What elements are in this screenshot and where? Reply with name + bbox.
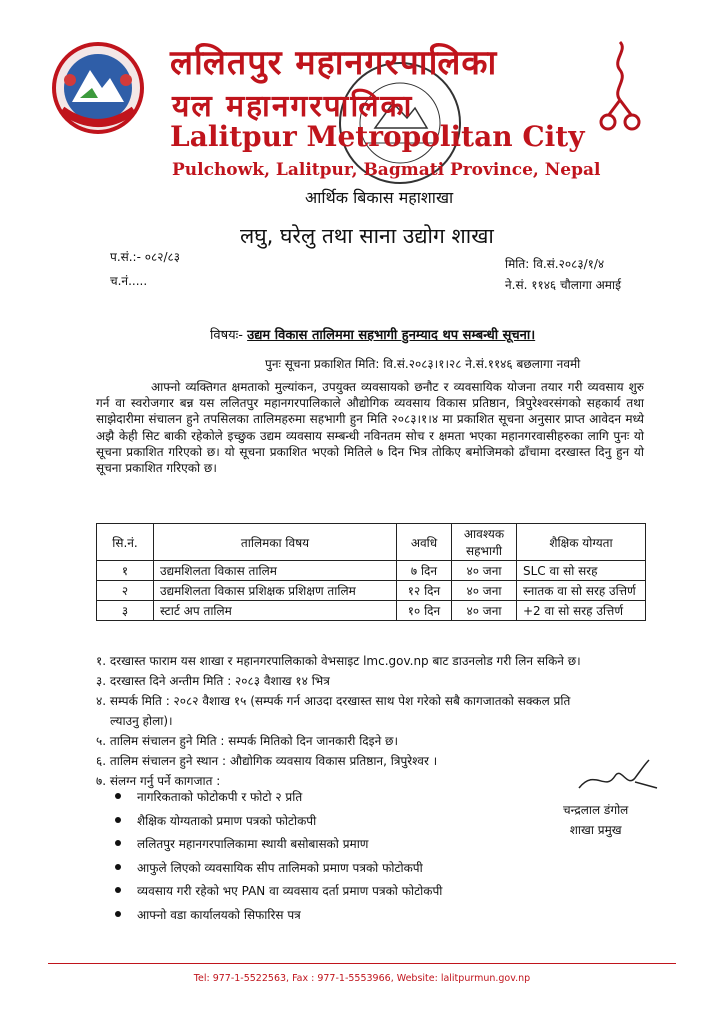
cell-qualification: स्नातक वा सो सरह उत्तिर्ण bbox=[517, 581, 646, 601]
cell-qualification: +2 वा सो सरह उत्तिर्ण bbox=[517, 601, 646, 621]
cell-subject: उद्यमशिलता विकास तालिम bbox=[154, 561, 397, 581]
list-item: नागरिकताको फोटोकपी र फोटो २ प्रति bbox=[115, 788, 442, 812]
cell-serial: १ bbox=[97, 561, 154, 581]
note-item-continued: ल्याउनु होला)। bbox=[110, 714, 173, 728]
subject-text: उद्यम विकास तालिममा सहभागी हुनम्याद थप सम्बन्धी सूचना। bbox=[247, 328, 536, 343]
subject-line bbox=[210, 325, 535, 343]
cell-duration: ७ दिन bbox=[397, 561, 452, 581]
note-item: ३. दरखास्त दिने अन्तीम मिति : २०८३ वैशाख १४ भित्र bbox=[96, 674, 330, 688]
cell-subject: उद्यमशिलता विकास प्रशिक्षक प्रशिक्षण तालिम bbox=[154, 581, 397, 601]
cell-participants: ४० जना bbox=[452, 601, 517, 621]
training-table bbox=[96, 523, 646, 621]
cell-qualification: SLC वा सो सरह bbox=[517, 561, 646, 581]
cell-duration: १० दिन bbox=[397, 601, 452, 621]
date-nepal-sambat: ने.सं. ११४६ चौलागा अमाई bbox=[505, 278, 621, 292]
org-address: Pulchowk, Lalitpur, Bagmati Province, Nepal bbox=[172, 160, 601, 180]
division-name: आर्थिक बिकास महाशाखा bbox=[305, 188, 454, 207]
nepal-emblem-icon bbox=[50, 40, 146, 136]
table-row bbox=[97, 561, 646, 581]
list-item: आफुले लिएको व्यवसायिक सीप तालिमको प्रमाण पत्रको फोटोकपी bbox=[115, 859, 442, 883]
note-item: १. दरखास्त फाराम यस शाखा र महानगरपालिकाको वेभसाइट lmc.gov.np बाट डाउनलोड गरी लिन सकिने छ। bbox=[96, 654, 581, 668]
signatory-name: चन्द्रलाल डंगोल bbox=[563, 803, 629, 817]
notice-body: आफ्नो व्यक्तिगत क्षमताको मुल्यांकन, उपयुक्त व्यवसायको छनौट र व्यवसायिक योजना तयार गरी व्यवसाय शुरु गर्न वा स्वरोजगार बन्न यस ललितपुर महानगरपालिकाले औद्योगिक व्यवसाय विकास प्रतिष्ठान, त्रिपुरेश्वरसंगको सहकार्य तथा साझेदारीमा संचालन हुने तपसिलका तालिमहरुमा सहभागी हुन मिति २०८३।१।४ मा प्रकाशित सूचना अनुसार प्राप्त आवेदन मध्ये अझै केही सिट बाकी रहेकोले इच्छुक उद्यम व्यवसाय सम्बन्धी नविनतम सोच र क्षमता भएका महानगरवासीहरुका लागि पुनः यो सूचना प्रकाशित गरिएको छ। यो सूचना प्रकाशित भएको मितिले ७ दिन भित्र तोकिए बमोजिमको ढाँचामा दरखास्त दिनु हुन यो सूचना प्रकाशित गरिएको छ। bbox=[96, 380, 644, 476]
list-item: शैक्षिक योग्यताको प्रमाण पत्रको फोटोकपी bbox=[115, 812, 442, 836]
cell-subject: स्टार्ट अप तालिम bbox=[154, 601, 397, 621]
table-row bbox=[97, 581, 646, 601]
cell-serial: २ bbox=[97, 581, 154, 601]
note-item: ४. सम्पर्क मिति : २०८२ वैशाख १५ (सम्पर्क गर्न आउदा दरखास्त साथ पेश गरेको सबै कागजातको सक्कल प्रति bbox=[96, 694, 571, 708]
signature bbox=[575, 758, 665, 798]
republish-date: पुनः सूचना प्रकाशित मिति: वि.सं.२०८३।१।२८ ने.सं.११४६ बछलागा नवमी bbox=[265, 357, 581, 371]
cell-participants: ४० जना bbox=[452, 561, 517, 581]
org-name-english: Lalitpur Metropolitan City bbox=[170, 120, 585, 153]
footer-divider bbox=[48, 963, 676, 964]
footer-contact: Tel: 977-1-5522563, Fax : 977-1-5553966, Website: lalitpurmun.gov.np bbox=[193, 973, 531, 984]
org-name-newari: यल महानगरपालिका bbox=[172, 89, 414, 124]
note-item: ५. तालिम संचालन हुने मिति : सम्पर्क मितिको दिन जानकारी दिइने छ। bbox=[96, 734, 398, 748]
section-name: लघु, घरेलु तथा साना उद्योग शाखा bbox=[240, 224, 494, 248]
list-item: आफ्नो वडा कार्यालयको सिफारिस पत्र bbox=[115, 906, 442, 930]
col-subject: तालिमका विषय bbox=[154, 524, 397, 561]
table-row bbox=[97, 601, 646, 621]
org-name-nepali: ललितपुर महानगरपालिका bbox=[170, 43, 498, 83]
list-item: व्यवसाय गरी रहेको भए PAN वा व्यवसाय दर्ता प्रमाण पत्रको फोटोकपी bbox=[115, 882, 442, 906]
cell-participants: ४० जना bbox=[452, 581, 517, 601]
required-documents-list bbox=[115, 788, 442, 929]
note-item: ६. तालिम संचालन हुने स्थान : औद्योगिक व्यवसाय विकास प्रतिष्ठान, त्रिपुरेश्वर । bbox=[96, 754, 438, 768]
temple-bell-icon bbox=[598, 40, 642, 132]
subject-label: विषयः- bbox=[210, 328, 243, 343]
date-vikram: मिति: वि.सं.२०८३/१/४ bbox=[505, 257, 605, 271]
col-qualification: शैक्षिक योग्यता bbox=[517, 524, 646, 561]
signatory-block bbox=[563, 800, 628, 840]
dispatch-number: च.नं..... bbox=[110, 274, 148, 288]
table-header-row bbox=[97, 524, 646, 561]
signatory-title: शाखा प्रमुख bbox=[569, 823, 622, 837]
col-serial: सि.नं. bbox=[97, 524, 154, 561]
col-participants: आवश्यक सहभागी bbox=[452, 524, 517, 561]
notes-list bbox=[96, 651, 656, 791]
col-duration: अवधि bbox=[397, 524, 452, 561]
list-item: ललितपुर महानगरपालिकामा स्थायी बसोबासको प्रमाण bbox=[115, 835, 442, 859]
cell-serial: ३ bbox=[97, 601, 154, 621]
reference-number: प.सं.:- ०८२/८३ bbox=[110, 250, 180, 264]
note-item: ७. संलग्न गर्नु पर्ने कागजात : bbox=[96, 774, 221, 788]
cell-duration: १२ दिन bbox=[397, 581, 452, 601]
